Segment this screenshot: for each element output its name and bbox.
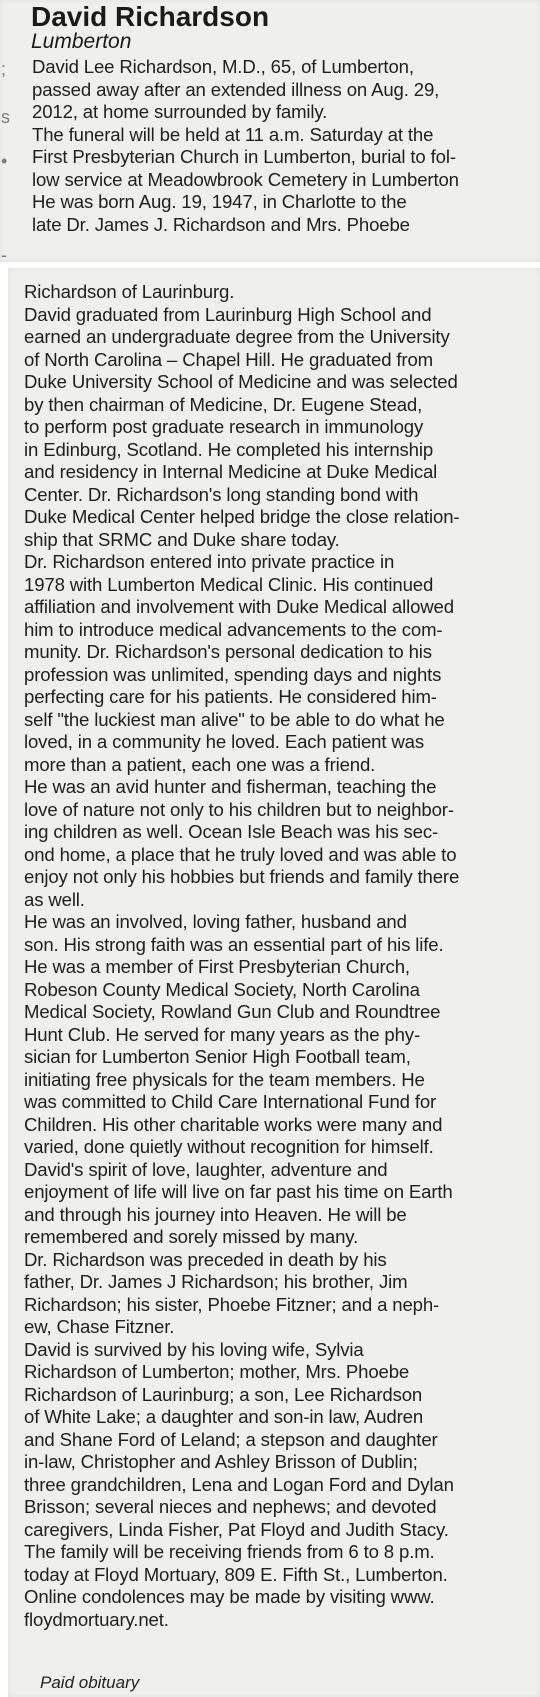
obituary-text-body: Richardson of Laurinburg. David graduated from Laurinburg High School and earned an undergraduate degree from the University of North Carolina – Chapel Hill. He graduated from Duke University School of Medicine and was selected by then chairman of Medicine, Dr. Eugene Stead, to perform post graduate research in immunology in Edinburg, Scotland. He completed his internship and residency in Internal Medicine at Duke Medical Center. Dr. Richardson's long standing bond with Duke Medical Center helped bridge the close relation- ship that SRMC and Duke share today. Dr. Richardson entered into private practice in 1978 with Lumberton Medical Clinic. His continued affiliation and involvement with Duke Medical allowed him to introduce medical advancements to the com- munity. Dr. Richardson's personal dedication to his profession was unlimited, spending days and nights perfecting care for his patients. He considered him- self "the luckiest man alive" to be able to do what he loved, in a community he loved. Each patient was more than a patient, each one was a friend. He was an avid hunter and fisherman, teaching the love of nature not only to his children but to neighbor- ing children as well. Ocean Isle Beach was his sec- ond home, a place that he truly loved and was able to enjoy not only his hobbies but friends and family there as well. He was an involved, loving father, husband and son. His strong faith was an essential part of his life. He was a member of First Presbyterian Church, Robeson County Medical Society, North Carolina Medical Society, Rowland Gun Club and Roundtree Hunt Club. He served for many years as the phy- sician for Lumberton Senior High Football team, initiating free physicals for the team members. He was committed to Child Care International Fund for Children. His other charitable works were many and varied, done quietly without recognition for himself. David's spirit of love, laughter, adventure and enjoyment of life will live on far past his time on Earth and through his journey into Heaven. He will be remembered and sorely missed by many. Dr. Richardson was preceded in death by his father, Dr. James J Richardson; his brother, Jim Richardson; his sister, Phoebe Fitzner; and a neph- ew, Chase Fitzner. David is survived by his loving wife, Sylvia Richardson of Lumberton; mother, Mrs. Phoebe Richardson of Laurinburg; a son, Lee Richardson of White Lake; a daughter and son-in law, Audren and Shane Ford of Leland; a stepson and daughter in-law, Christopher and Ashley Brisson of Dublin; three grandchildren, Lena and Logan Ford and Dylan Brisson; several nieces and nephews; and devoted caregivers, Linda Fisher, Pat Floyd and Judith Stacy. The family will be receiving friends from 6 to 8 p.m. today at Floyd Mortuary, 809 E. Fifth St., Lumberton. Online condolences may be made by visiting www. floydmortuary.net. [24,281,460,1630]
obituary-name: David Richardson [31,1,270,32]
adjacent-column-mark: s [1,107,10,127]
adjacent-column-mark: ; [1,59,7,79]
adjacent-column-mark: • [1,151,8,171]
obituary-text-top: David Lee Richardson, M.D., 65, of Lumberton, passed away after an extended illness on Aug. 29, 2012, at home surrounded by family. The funeral will be held at 11 a.m. Saturday at the First Presbyterian Church in Lumberton, burial to fol- low service at Meadowbrook Cemetery in Lumberton He was born Aug. 19, 1947, in Charlotte to the late Dr. James J. Richardson and Mrs. Phoebe [32,56,459,235]
paid-obituary-label: Paid obituary [40,1673,140,1692]
adjacent-column-mark: - [1,245,7,265]
obituary-town: Lumberton [31,30,132,53]
